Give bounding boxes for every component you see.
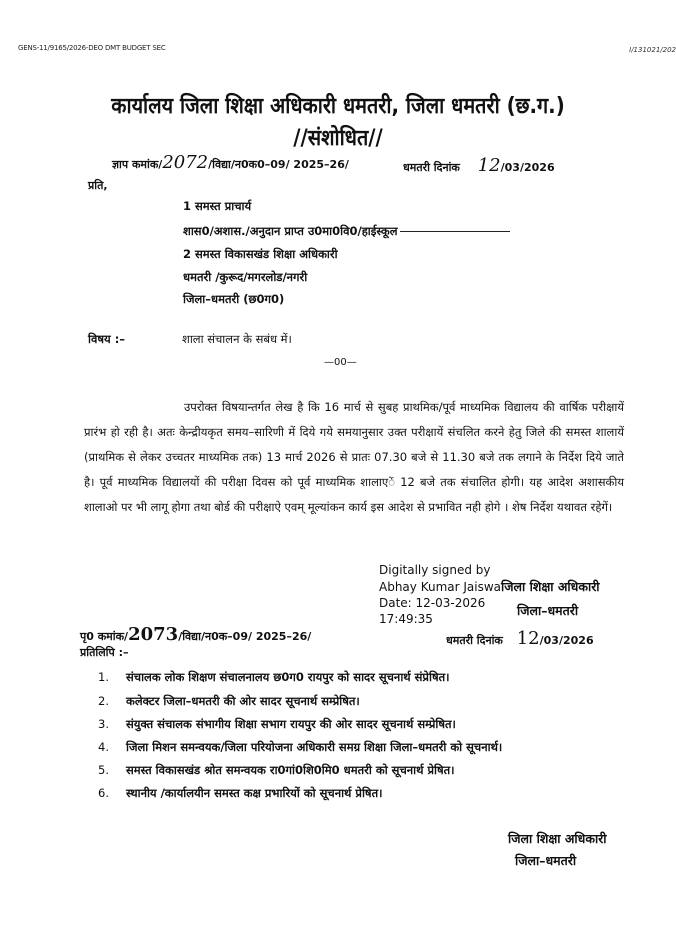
copy-label: प्रतिलिपि :– <box>80 646 129 659</box>
digital-signature-time: 17:49:35 <box>379 612 433 626</box>
addressee-line-3: 2 समस्त विकासखंड शिक्षा अधिकारी <box>183 247 338 261</box>
underline-rule <box>400 231 510 232</box>
copy-list-item <box>98 740 502 755</box>
copy-list-text: जिला मिशन समन्वयक/जिला परियोजना अधिकारी समग्र शिक्षा जिला–धमतरी को सूचनार्थ। <box>126 740 503 754</box>
copy-memo-number-line <box>80 624 311 645</box>
subject-label: विषय :– <box>88 332 126 346</box>
copy-list-number: 4. <box>98 740 109 754</box>
body-paragraph-text: उपरोक्त विषयान्तर्गत लेख है कि 16 मार्च से सुबह प्राथमिक/पूर्व माध्यमिक विद्यालय की वार्षिक परीक्षायें प्रारंभ हो रही है। अतः केन्द्रीयकृत समय–सारिणी में दिये गये समयानुसार उक्त परीक्षायें संचलित करने हेतु जिले की समस्त शालायें (प्राथमिक से लेकर उच्चतर माध्यमिक तक) 13 मार्च 2026 से प्रातः 07.30 बजे से 11.30 बजे तक लगाने के निर्देश दिये जाते है। पूर्व माध्यमिक विद्यालयों की परीक्षा दिवस को पूर्व माध्यमिक शालाएें 12 बजे तक संचालित होगी। यह आदेश अशासकीय शालाओ पर भी लागू होगा तथा बोर्ड की परीक्षाऐ एवम् मूल्यांकन कार्य इस आदेश से प्रभावित नही होगे । शेष निर्देश यथावत रहेगें। <box>84 400 624 514</box>
copy-memo-date-line <box>446 628 594 649</box>
addressee-line-2-text: शास0/अशास./अनुदान प्राप्त उ0मा0वि0/हाईस्कूल <box>183 224 398 238</box>
memo-date-handwritten: 12 <box>477 155 501 176</box>
digital-signature-date: Date: 12-03-2026 <box>379 596 486 610</box>
copy-list-item <box>98 786 383 801</box>
to-label: प्रति, <box>88 179 108 192</box>
copy-list-text: संयुक्त संचालक संभागीय शिक्षा सभाग रायपुर की ओर सादर सूचनार्थ सम्प्रेषित। <box>126 717 456 731</box>
memo-place-date-label: धमतरी दिनांक <box>403 161 460 174</box>
digital-signature-line-1: Digitally signed by <box>379 563 491 577</box>
copy-list-item <box>98 763 455 778</box>
copy-list-item <box>98 670 450 685</box>
copy-list-text: संचालक लोक शिक्षण संचालनालय छ0ग0 रायपुर को सादर सूचनार्थ संप्रेषित। <box>126 670 450 684</box>
signer-district: जिला–धमतरी <box>517 603 579 618</box>
copy-list-text: स्थानीय /कार्यालयीन समस्त कक्ष प्रभारियों को सूचनार्थ प्रेषित। <box>126 786 383 800</box>
copy-list-item <box>98 694 360 709</box>
memo-number-handwritten: 2072 <box>162 152 209 173</box>
copy-list-item <box>98 717 456 732</box>
revised-label: //संशोधित// <box>293 126 383 151</box>
memo-suffix: /विद्या/न0क0–09/ 2025–26/ <box>208 158 349 171</box>
copy-memo-number-handwritten: 2073 <box>128 624 179 645</box>
copy-list-number: 3. <box>98 717 109 731</box>
digital-signature-name <box>379 579 600 595</box>
separator: —00— <box>324 357 357 368</box>
addressee-line-1: 1 समस्त प्राचार्य <box>183 199 252 213</box>
copy-list-text: कलेक्टर जिला–धमतरी की ओर सादर सूचनार्थ सम्प्रेषित। <box>126 694 360 708</box>
addressee-line-2 <box>183 224 510 239</box>
copy-list-number: 5. <box>98 763 109 777</box>
header-reference-left: GENS-11/9165/2026-DEO DMT BUDGET SEC <box>18 44 166 52</box>
copy-memo-date-rest: /03/2026 <box>539 634 594 647</box>
addressee-line-4: धमतरी /कुरूद/मगरलोड/नगरी <box>183 270 308 284</box>
header-reference-right: I/131021/202 <box>629 46 676 54</box>
memo-number-line <box>112 152 349 173</box>
copy-memo-date-handwritten: 12 <box>516 628 540 649</box>
signer-designation: जिला शिक्षा अधिकारी <box>501 579 600 594</box>
addressee-line-5: जिला–धमतरी (छ0ग0) <box>183 292 285 306</box>
subject-text: शाला संचालन के सबंध में। <box>182 332 292 346</box>
copy-memo-suffix: /विद्या/न0क–09/ 2025–26/ <box>178 630 312 643</box>
digital-signer-name: Abhay Kumar Jaiswa <box>379 580 502 594</box>
memo-date-line <box>403 155 555 176</box>
copy-memo-place-date-label: धमतरी दिनांक <box>446 634 503 647</box>
footer-district: जिला–धमतरी <box>515 853 577 868</box>
copy-list-text: समस्त विकासखंड श्रोत समन्वयक रा0गां0शि0मि0 धमतरी को सूचनार्थ प्रेषित। <box>126 763 455 777</box>
memo-date-rest: /03/2026 <box>500 161 555 174</box>
copy-list-number: 6. <box>98 786 109 800</box>
memo-prefix: ज्ञाप कमांक/ <box>112 158 163 171</box>
copy-list-number: 2. <box>98 694 109 708</box>
copy-list-number: 1. <box>98 670 109 684</box>
office-title: कार्यालय जिला शिक्षा अधिकारी धमतरी, जिला धमतरी (छ.ग.) <box>111 94 565 119</box>
copy-memo-prefix: पृ0 कमांक/ <box>80 630 129 643</box>
footer-designation: जिला शिक्षा अधिकारी <box>508 831 607 846</box>
body-paragraph <box>84 395 624 520</box>
